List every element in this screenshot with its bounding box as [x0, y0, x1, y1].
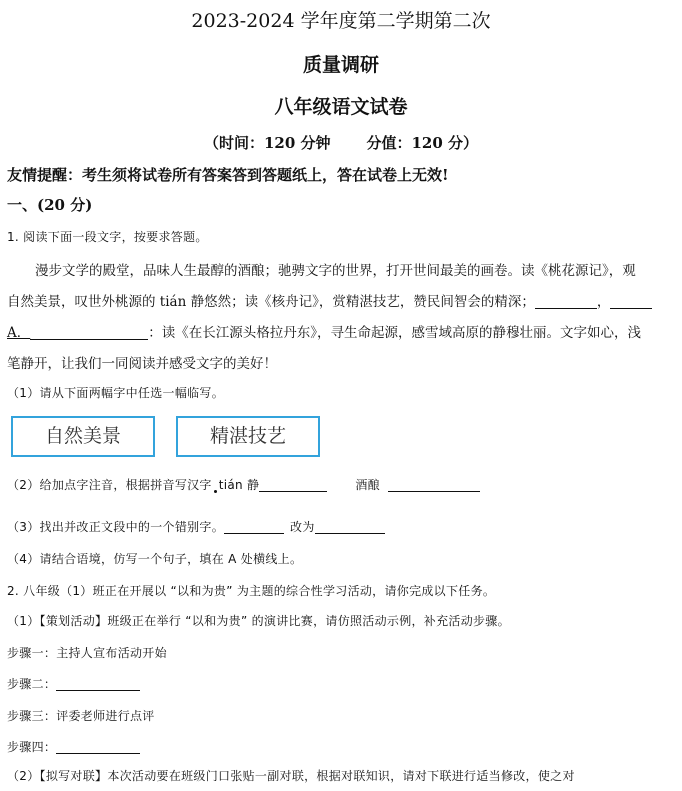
calligraphy-box-2: 精湛技艺	[176, 416, 320, 457]
passage-line4: 笔静开，让我们一同阅读并感受文字的美好！	[7, 356, 277, 372]
q1-sub3	[7, 518, 385, 535]
q1-sub1: （1）请从下面两幅字中任选一幅临写。	[7, 386, 225, 400]
q1-sub2	[7, 476, 480, 493]
exam-time: （时间：120 分钟	[203, 134, 331, 152]
answer-blank[interactable]	[224, 519, 284, 534]
passage-line3	[7, 321, 641, 341]
blank-line[interactable]	[535, 294, 597, 309]
q2-sub1: （1）【策划活动】班级正在举行 “以和为贵” 的演讲比赛，请仿照活动示例，补充活动步骤。	[7, 614, 510, 628]
passage-comma: ，	[596, 294, 611, 310]
q1-sub3-change: 改为	[290, 520, 315, 534]
step-4-label: 步骤四：	[7, 740, 57, 754]
step-2	[7, 675, 140, 692]
answer-blank[interactable]	[259, 477, 327, 492]
answer-blank[interactable]	[388, 477, 480, 492]
step-2-label: 步骤二：	[7, 677, 57, 691]
passage-line2-text: 自然美景，叹世外桃源的 tián 静悠然；读《核舟记》，赏精湛技艺，赞民间智会的精深；	[7, 294, 535, 310]
q2-sub2: （2）【拟写对联】本次活动要在班级门口张贴一副对联，根据对联知识，请对下联进行适当修改，使之对	[7, 769, 575, 783]
exam-score: 分值：120 分）	[366, 134, 479, 152]
passage-line1: 漫步文学的殿堂，品味人生最醇的酒酿；驰骋文字的世界，打开世间最美的画卷。读《桃花源记》，观	[35, 263, 636, 279]
exam-title-line1: 2023-2024 学年度第二学期第二次	[191, 10, 491, 32]
answer-blank[interactable]	[56, 739, 140, 754]
answer-blank[interactable]	[315, 519, 385, 534]
step-4	[7, 738, 140, 755]
q2-stem: 2. 八年级（1）班正在开展以 “以和为贵” 为主题的综合性学习活动，请你完成以下任务。	[7, 584, 496, 598]
notice: 友情提醒：考生须将试卷所有答案答到答题纸上，答在试卷上无效!	[7, 166, 449, 184]
blank-a-label: A．	[7, 325, 31, 341]
blank-a-line[interactable]	[30, 325, 148, 340]
exam-title-line3: 八年级语文试卷	[274, 96, 408, 118]
word-jiuniang: 酒酿	[355, 478, 380, 492]
q1-sub3-text: （3）找出并改正文段中的一个错别字。	[7, 520, 225, 534]
step-1: 步骤一：主持人宣布活动开始	[7, 646, 167, 660]
section-heading: 一、(20 分)	[7, 196, 93, 214]
step-3: 步骤三：评委老师进行点评	[7, 709, 155, 723]
pinyin-tian: tián 静	[218, 478, 260, 492]
exam-title-line2: 质量调研	[302, 54, 379, 76]
passage-line2	[7, 290, 652, 310]
q1-stem: 1. 阅读下面一段文字，按要求答题。	[7, 230, 208, 244]
exam-time-score	[0, 132, 682, 153]
blank-line[interactable]	[610, 294, 652, 309]
passage-line3-text: ：读《在长江源头格拉丹东》，寻生命起源，感雪域高原的静穆壮丽。文字如心，浅	[148, 325, 641, 341]
answer-blank[interactable]	[56, 676, 140, 691]
emphasis-dot-icon	[214, 490, 217, 493]
q1-sub4: （4）请结合语境，仿写一个句子，填在 A 处横线上。	[7, 552, 303, 566]
calligraphy-box-1: 自然美景	[11, 416, 155, 457]
q1-sub2-text: （2）给加点字注音，根据拼音写汉字	[7, 478, 212, 492]
